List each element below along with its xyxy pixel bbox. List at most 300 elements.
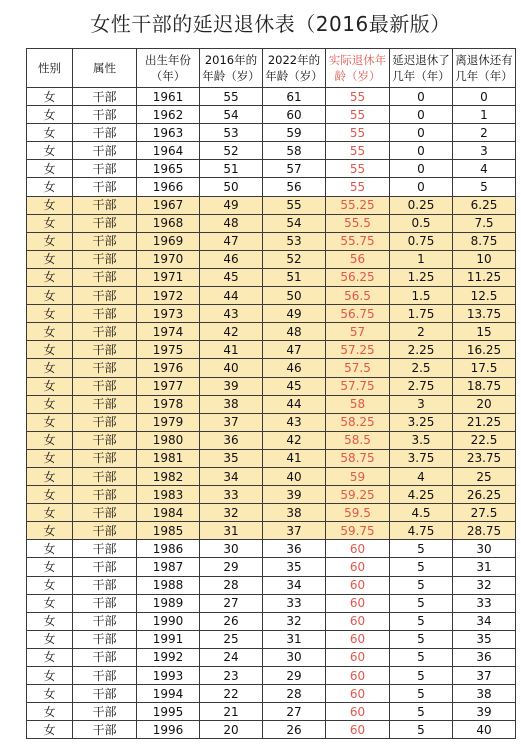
cell-age-2022: 60: [263, 106, 326, 124]
cell-years-delayed: 1.25: [390, 268, 453, 286]
table-row: [27, 142, 516, 160]
cell-years-delayed: 0: [390, 160, 453, 178]
cell-age-2016: 53: [200, 124, 263, 142]
cell-birth-year: 1984: [137, 504, 200, 522]
cell-age-2016: 24: [200, 648, 263, 666]
cell-attribute: 干部: [73, 721, 137, 739]
cell-age-2022: 35: [263, 558, 326, 576]
cell-actual-retirement-age: 59: [326, 467, 390, 485]
cell-birth-year: 1968: [137, 214, 200, 232]
cell-age-2022: 33: [263, 594, 326, 612]
cell-attribute: 干部: [73, 612, 137, 630]
cell-gender: 女: [27, 88, 73, 106]
cell-years-delayed: 0.75: [390, 232, 453, 250]
cell-birth-year: 1975: [137, 341, 200, 359]
table-row: [27, 504, 516, 522]
cell-age-2016: 29: [200, 558, 263, 576]
cell-age-2022: 27: [263, 703, 326, 721]
cell-age-2016: 45: [200, 268, 263, 286]
cell-age-2022: 49: [263, 305, 326, 323]
cell-birth-year: 1982: [137, 467, 200, 485]
cell-years-until-retirement: 26.25: [453, 486, 516, 504]
cell-years-delayed: 3.25: [390, 413, 453, 431]
cell-gender: 女: [27, 612, 73, 630]
cell-birth-year: 1981: [137, 449, 200, 467]
cell-attribute: 干部: [73, 395, 137, 413]
cell-years-delayed: 5: [390, 703, 453, 721]
cell-birth-year: 1979: [137, 413, 200, 431]
cell-years-delayed: 5: [390, 630, 453, 648]
cell-years-until-retirement: 20: [453, 395, 516, 413]
cell-attribute: 干部: [73, 359, 137, 377]
cell-gender: 女: [27, 250, 73, 268]
cell-age-2022: 47: [263, 341, 326, 359]
cell-age-2016: 31: [200, 522, 263, 540]
cell-age-2022: 59: [263, 124, 326, 142]
table-row: [27, 576, 516, 594]
retirement-table: [26, 48, 516, 739]
cell-age-2022: 55: [263, 196, 326, 214]
cell-actual-retirement-age: 55.25: [326, 196, 390, 214]
cell-actual-retirement-age: 57.5: [326, 359, 390, 377]
cell-actual-retirement-age: 60: [326, 630, 390, 648]
table-row: [27, 214, 516, 232]
cell-age-2016: 44: [200, 287, 263, 305]
cell-years-until-retirement: 21.25: [453, 413, 516, 431]
cell-birth-year: 1988: [137, 576, 200, 594]
cell-age-2022: 39: [263, 486, 326, 504]
cell-age-2022: 57: [263, 160, 326, 178]
cell-years-delayed: 2: [390, 323, 453, 341]
cell-years-until-retirement: 33: [453, 594, 516, 612]
cell-years-until-retirement: 7.5: [453, 214, 516, 232]
cell-gender: 女: [27, 341, 73, 359]
cell-years-until-retirement: 16.25: [453, 341, 516, 359]
cell-actual-retirement-age: 55: [326, 106, 390, 124]
cell-birth-year: 1964: [137, 142, 200, 160]
cell-actual-retirement-age: 60: [326, 667, 390, 685]
cell-age-2022: 42: [263, 431, 326, 449]
cell-age-2022: 48: [263, 323, 326, 341]
table-row: [27, 395, 516, 413]
cell-years-delayed: 2.5: [390, 359, 453, 377]
cell-age-2016: 25: [200, 630, 263, 648]
cell-years-delayed: 4.25: [390, 486, 453, 504]
cell-age-2016: 30: [200, 540, 263, 558]
cell-age-2016: 55: [200, 88, 263, 106]
cell-attribute: 干部: [73, 540, 137, 558]
cell-actual-retirement-age: 55.5: [326, 214, 390, 232]
cell-birth-year: 1980: [137, 431, 200, 449]
cell-years-delayed: 0: [390, 142, 453, 160]
cell-actual-retirement-age: 55.75: [326, 232, 390, 250]
cell-gender: 女: [27, 504, 73, 522]
cell-gender: 女: [27, 486, 73, 504]
cell-years-delayed: 4: [390, 467, 453, 485]
cell-gender: 女: [27, 377, 73, 395]
cell-attribute: 干部: [73, 88, 137, 106]
cell-attribute: 干部: [73, 287, 137, 305]
cell-birth-year: 1962: [137, 106, 200, 124]
cell-birth-year: 1969: [137, 232, 200, 250]
cell-gender: 女: [27, 540, 73, 558]
table-row: [27, 323, 516, 341]
cell-years-delayed: 3: [390, 395, 453, 413]
cell-birth-year: 1978: [137, 395, 200, 413]
cell-gender: 女: [27, 576, 73, 594]
cell-years-delayed: 0: [390, 124, 453, 142]
cell-years-until-retirement: 30: [453, 540, 516, 558]
cell-birth-year: 1973: [137, 305, 200, 323]
cell-attribute: 干部: [73, 685, 137, 703]
cell-birth-year: 1966: [137, 178, 200, 196]
cell-attribute: 干部: [73, 576, 137, 594]
cell-age-2016: 54: [200, 106, 263, 124]
cell-age-2022: 26: [263, 721, 326, 739]
cell-attribute: 干部: [73, 214, 137, 232]
table-row: [27, 486, 516, 504]
header-age-2016: 2016年的年龄（岁）: [200, 49, 263, 88]
cell-gender: 女: [27, 395, 73, 413]
cell-attribute: 干部: [73, 558, 137, 576]
cell-attribute: 干部: [73, 196, 137, 214]
cell-age-2022: 43: [263, 413, 326, 431]
table-row: [27, 685, 516, 703]
cell-years-delayed: 0: [390, 88, 453, 106]
cell-actual-retirement-age: 60: [326, 648, 390, 666]
cell-gender: 女: [27, 305, 73, 323]
cell-birth-year: 1965: [137, 160, 200, 178]
cell-years-delayed: 0.5: [390, 214, 453, 232]
cell-age-2016: 40: [200, 359, 263, 377]
cell-age-2022: 28: [263, 685, 326, 703]
cell-age-2022: 50: [263, 287, 326, 305]
cell-years-until-retirement: 0: [453, 88, 516, 106]
cell-years-until-retirement: 5: [453, 178, 516, 196]
cell-years-delayed: 0: [390, 178, 453, 196]
cell-actual-retirement-age: 60: [326, 685, 390, 703]
cell-birth-year: 1971: [137, 268, 200, 286]
cell-age-2016: 51: [200, 160, 263, 178]
cell-birth-year: 1990: [137, 612, 200, 630]
cell-years-delayed: 1.75: [390, 305, 453, 323]
cell-years-until-retirement: 31: [453, 558, 516, 576]
cell-gender: 女: [27, 124, 73, 142]
cell-birth-year: 1963: [137, 124, 200, 142]
table-row: [27, 377, 516, 395]
cell-age-2022: 46: [263, 359, 326, 377]
cell-gender: 女: [27, 685, 73, 703]
cell-actual-retirement-age: 55: [326, 142, 390, 160]
cell-birth-year: 1993: [137, 667, 200, 685]
cell-actual-retirement-age: 57.75: [326, 377, 390, 395]
table-row: [27, 359, 516, 377]
cell-age-2022: 31: [263, 630, 326, 648]
table-row: [27, 594, 516, 612]
cell-gender: 女: [27, 214, 73, 232]
cell-age-2022: 29: [263, 667, 326, 685]
cell-gender: 女: [27, 232, 73, 250]
cell-years-until-retirement: 37: [453, 667, 516, 685]
cell-age-2016: 35: [200, 449, 263, 467]
cell-years-delayed: 5: [390, 576, 453, 594]
table-row: [27, 196, 516, 214]
cell-attribute: 干部: [73, 377, 137, 395]
cell-gender: 女: [27, 558, 73, 576]
cell-actual-retirement-age: 60: [326, 558, 390, 576]
cell-age-2016: 32: [200, 504, 263, 522]
cell-birth-year: 1983: [137, 486, 200, 504]
cell-attribute: 干部: [73, 250, 137, 268]
cell-age-2022: 61: [263, 88, 326, 106]
table-body: [27, 88, 516, 739]
cell-years-delayed: 5: [390, 594, 453, 612]
cell-actual-retirement-age: 58.25: [326, 413, 390, 431]
cell-actual-retirement-age: 60: [326, 721, 390, 739]
cell-years-until-retirement: 22.5: [453, 431, 516, 449]
cell-years-until-retirement: 35: [453, 630, 516, 648]
cell-birth-year: 1989: [137, 594, 200, 612]
table-row: [27, 178, 516, 196]
cell-age-2022: 34: [263, 576, 326, 594]
cell-years-delayed: 5: [390, 648, 453, 666]
cell-attribute: 干部: [73, 106, 137, 124]
cell-actual-retirement-age: 55: [326, 124, 390, 142]
cell-attribute: 干部: [73, 178, 137, 196]
cell-age-2022: 30: [263, 648, 326, 666]
cell-attribute: 干部: [73, 142, 137, 160]
cell-age-2022: 58: [263, 142, 326, 160]
cell-birth-year: 1996: [137, 721, 200, 739]
table-row: [27, 268, 516, 286]
cell-years-delayed: 5: [390, 612, 453, 630]
table-row: [27, 667, 516, 685]
cell-birth-year: 1987: [137, 558, 200, 576]
cell-birth-year: 1992: [137, 648, 200, 666]
cell-gender: 女: [27, 467, 73, 485]
cell-attribute: 干部: [73, 341, 137, 359]
cell-actual-retirement-age: 58.5: [326, 431, 390, 449]
header-years-delayed: 延迟退休了几年（年）: [390, 49, 453, 88]
cell-years-delayed: 0: [390, 106, 453, 124]
cell-gender: 女: [27, 667, 73, 685]
cell-gender: 女: [27, 522, 73, 540]
header-actual-retirement-age: 实际退休年龄（岁）: [326, 49, 390, 88]
cell-years-delayed: 1.5: [390, 287, 453, 305]
cell-age-2022: 56: [263, 178, 326, 196]
cell-age-2016: 46: [200, 250, 263, 268]
cell-age-2016: 21: [200, 703, 263, 721]
table-row: [27, 88, 516, 106]
cell-birth-year: 1986: [137, 540, 200, 558]
cell-age-2022: 51: [263, 268, 326, 286]
cell-years-until-retirement: 38: [453, 685, 516, 703]
header-gender: 性别: [27, 49, 73, 88]
cell-age-2016: 52: [200, 142, 263, 160]
cell-actual-retirement-age: 57: [326, 323, 390, 341]
cell-birth-year: 1967: [137, 196, 200, 214]
table-row: [27, 721, 516, 739]
cell-years-delayed: 2.75: [390, 377, 453, 395]
cell-gender: 女: [27, 359, 73, 377]
cell-age-2022: 38: [263, 504, 326, 522]
cell-age-2016: 36: [200, 431, 263, 449]
cell-birth-year: 1976: [137, 359, 200, 377]
cell-age-2016: 38: [200, 395, 263, 413]
cell-years-until-retirement: 8.75: [453, 232, 516, 250]
cell-years-delayed: 3.5: [390, 431, 453, 449]
cell-gender: 女: [27, 287, 73, 305]
cell-years-until-retirement: 15: [453, 323, 516, 341]
table-row: [27, 540, 516, 558]
cell-attribute: 干部: [73, 648, 137, 666]
cell-age-2022: 32: [263, 612, 326, 630]
table-row: [27, 305, 516, 323]
cell-age-2022: 45: [263, 377, 326, 395]
cell-attribute: 干部: [73, 232, 137, 250]
cell-years-delayed: 4.5: [390, 504, 453, 522]
cell-years-delayed: 5: [390, 558, 453, 576]
table-row: [27, 124, 516, 142]
cell-gender: 女: [27, 703, 73, 721]
cell-years-until-retirement: 36: [453, 648, 516, 666]
cell-age-2016: 26: [200, 612, 263, 630]
cell-age-2022: 53: [263, 232, 326, 250]
cell-gender: 女: [27, 323, 73, 341]
cell-age-2016: 20: [200, 721, 263, 739]
cell-gender: 女: [27, 196, 73, 214]
cell-attribute: 干部: [73, 630, 137, 648]
cell-actual-retirement-age: 56: [326, 250, 390, 268]
cell-age-2016: 39: [200, 377, 263, 395]
cell-age-2022: 36: [263, 540, 326, 558]
cell-years-delayed: 3.75: [390, 449, 453, 467]
cell-years-until-retirement: 23.75: [453, 449, 516, 467]
table-row: [27, 413, 516, 431]
cell-age-2016: 23: [200, 667, 263, 685]
cell-birth-year: 1985: [137, 522, 200, 540]
table-row: [27, 106, 516, 124]
cell-years-until-retirement: 3: [453, 142, 516, 160]
cell-age-2016: 37: [200, 413, 263, 431]
table-row: [27, 250, 516, 268]
cell-age-2022: 54: [263, 214, 326, 232]
cell-actual-retirement-age: 59.25: [326, 486, 390, 504]
cell-gender: 女: [27, 648, 73, 666]
cell-gender: 女: [27, 431, 73, 449]
cell-years-delayed: 5: [390, 667, 453, 685]
cell-years-until-retirement: 34: [453, 612, 516, 630]
cell-attribute: 干部: [73, 124, 137, 142]
cell-actual-retirement-age: 58: [326, 395, 390, 413]
cell-years-until-retirement: 18.75: [453, 377, 516, 395]
cell-gender: 女: [27, 449, 73, 467]
table-row: [27, 467, 516, 485]
cell-attribute: 干部: [73, 486, 137, 504]
cell-age-2016: 41: [200, 341, 263, 359]
cell-age-2022: 52: [263, 250, 326, 268]
cell-years-until-retirement: 32: [453, 576, 516, 594]
cell-actual-retirement-age: 55: [326, 88, 390, 106]
cell-gender: 女: [27, 268, 73, 286]
cell-age-2016: 27: [200, 594, 263, 612]
cell-years-until-retirement: 1: [453, 106, 516, 124]
cell-age-2016: 34: [200, 467, 263, 485]
cell-actual-retirement-age: 57.25: [326, 341, 390, 359]
cell-birth-year: 1972: [137, 287, 200, 305]
cell-age-2016: 48: [200, 214, 263, 232]
cell-actual-retirement-age: 60: [326, 594, 390, 612]
cell-years-until-retirement: 4: [453, 160, 516, 178]
cell-attribute: 干部: [73, 703, 137, 721]
cell-age-2016: 33: [200, 486, 263, 504]
cell-actual-retirement-age: 55: [326, 178, 390, 196]
cell-gender: 女: [27, 721, 73, 739]
header-age-2022: 2022年的年龄（岁）: [263, 49, 326, 88]
cell-actual-retirement-age: 60: [326, 540, 390, 558]
cell-gender: 女: [27, 594, 73, 612]
table-row: [27, 630, 516, 648]
header-attribute: 属性: [73, 49, 137, 88]
cell-gender: 女: [27, 106, 73, 124]
cell-actual-retirement-age: 56.5: [326, 287, 390, 305]
table-row: [27, 648, 516, 666]
table-row: [27, 522, 516, 540]
header-birth-year: 出生年份（年）: [137, 49, 200, 88]
cell-years-until-retirement: 12.5: [453, 287, 516, 305]
cell-attribute: 干部: [73, 268, 137, 286]
cell-age-2016: 22: [200, 685, 263, 703]
table-row: [27, 287, 516, 305]
cell-actual-retirement-age: 60: [326, 612, 390, 630]
cell-birth-year: 1974: [137, 323, 200, 341]
table-row: [27, 558, 516, 576]
cell-age-2016: 42: [200, 323, 263, 341]
table-row: [27, 232, 516, 250]
cell-age-2016: 50: [200, 178, 263, 196]
cell-actual-retirement-age: 60: [326, 703, 390, 721]
cell-gender: 女: [27, 630, 73, 648]
cell-gender: 女: [27, 413, 73, 431]
cell-birth-year: 1994: [137, 685, 200, 703]
cell-gender: 女: [27, 178, 73, 196]
cell-age-2022: 37: [263, 522, 326, 540]
cell-birth-year: 1991: [137, 630, 200, 648]
cell-age-2016: 47: [200, 232, 263, 250]
cell-birth-year: 1977: [137, 377, 200, 395]
cell-attribute: 干部: [73, 323, 137, 341]
page-title: 女性干部的延迟退休表（2016最新版）: [90, 12, 451, 36]
cell-attribute: 干部: [73, 449, 137, 467]
cell-years-until-retirement: 6.25: [453, 196, 516, 214]
cell-years-until-retirement: 39: [453, 703, 516, 721]
cell-actual-retirement-age: 55: [326, 160, 390, 178]
cell-actual-retirement-age: 59.75: [326, 522, 390, 540]
cell-years-until-retirement: 25: [453, 467, 516, 485]
cell-age-2022: 44: [263, 395, 326, 413]
cell-attribute: 干部: [73, 594, 137, 612]
cell-years-delayed: 5: [390, 721, 453, 739]
table-row: [27, 431, 516, 449]
cell-birth-year: 1970: [137, 250, 200, 268]
cell-age-2022: 41: [263, 449, 326, 467]
cell-years-until-retirement: 27.5: [453, 504, 516, 522]
cell-actual-retirement-age: 59.5: [326, 504, 390, 522]
cell-years-delayed: 2.25: [390, 341, 453, 359]
cell-years-delayed: 5: [390, 685, 453, 703]
table-row: [27, 449, 516, 467]
cell-gender: 女: [27, 142, 73, 160]
